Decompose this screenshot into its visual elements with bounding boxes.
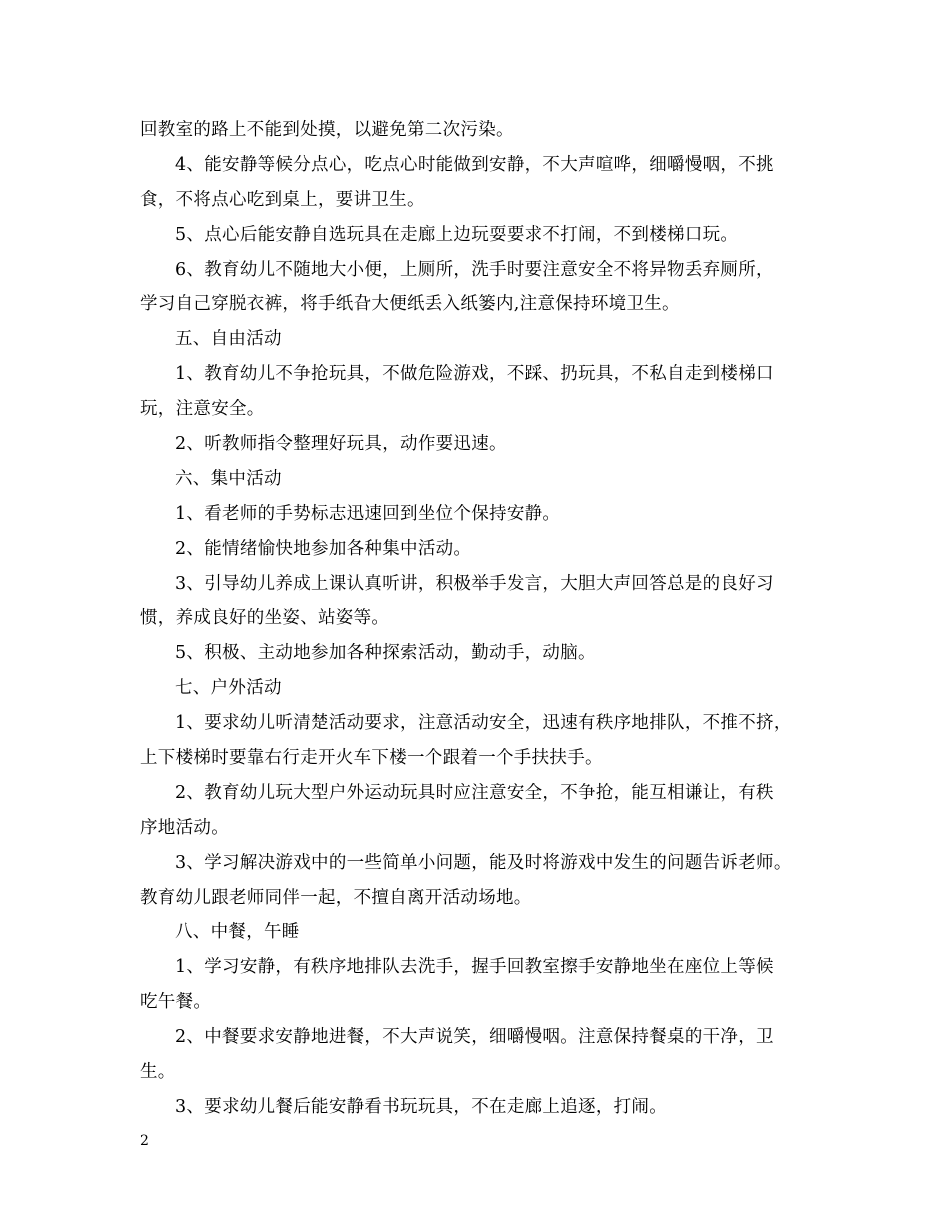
text-line-22: 3、学习解决游戏中的一些简单小问题，能及时将游戏中发生的问题告诉老师。 (175, 852, 792, 873)
text-line-8: 1、教育幼儿不争抢玩具，不做危险游戏，不踩、扔玩具，不私自走到楼梯口 (175, 364, 774, 385)
text-line-16: 5、积极、主动地参加各种探索活动，勤动手，动脑。 (175, 643, 596, 664)
text-line-13: 2、能情绪愉快地参加各种集中活动。 (175, 538, 472, 559)
text-line-1: 回教室的路上不能到处摸，以避免第二次污染。 (140, 120, 514, 140)
text-line-9: 玩，注意安全。 (140, 399, 265, 420)
text-line-26: 吃午餐。 (140, 992, 212, 1013)
section-heading-group-activity: 六、集中活动 (175, 468, 282, 489)
text-line-19: 上下楼梯时要靠右行走开火车下楼一个跟着一个手扶扶手。 (140, 748, 603, 769)
text-line-6: 学习自己穿脱衣裤，将手纸旮大便纸丢入纸篓内,注意保持环境卫生。 (140, 294, 680, 315)
text-line-4: 5、点心后能安静自选玩具在走廊上边玩耍要求不打闹，不到楼梯口玩。 (175, 224, 739, 245)
text-line-14: 3、引导幼儿养成上课认真听讲，积极举手发言，大胆大声回答总是的良好习 (175, 573, 774, 594)
page-number: 2 (140, 1133, 149, 1149)
text-line-29: 3、要求幼儿餐后能安静看书玩玩具，不在走廊上追逐，打闹。 (175, 1096, 668, 1117)
text-line-2: 4、能安静等候分点心，吃点心时能做到安静，不大声喧哗，细嚼慢咽，不挑 (175, 154, 774, 175)
text-line-5: 6、教育幼儿不随地大小便，上厕所，洗手时要注意安全不将异物丢弃厕所， (175, 259, 774, 280)
document-body (140, 113, 830, 1125)
text-line-23: 教育幼儿跟老师同伴一起，不擅自离开活动场地。 (140, 887, 532, 908)
text-line-10: 2、听教师指令整理好玩具，动作要迅速。 (175, 434, 507, 455)
text-line-20: 2、教育幼儿玩大型户外运动玩具时应注意安全，不争抢，能互相谦让，有秩 (175, 782, 774, 803)
text-line-27: 2、中餐要求安静地进餐，不大声说笑，细嚼慢咽。注意保持餐桌的干净，卫 (175, 1027, 774, 1048)
text-line-15: 惯，养成良好的坐姿、站姿等。 (140, 608, 390, 629)
text-line-25: 1、学习安静，有秩序地排队去洗手，握手回教室擦手安静地坐在座位上等候 (175, 957, 774, 978)
text-line-3: 食，不将点心吃到桌上，要讲卫生。 (140, 189, 425, 210)
text-line-28: 生。 (140, 1062, 176, 1083)
section-heading-lunch-nap: 八、中餐，午睡 (175, 922, 300, 943)
section-heading-free-activity: 五、自由活动 (175, 329, 282, 350)
text-line-18: 1、要求幼儿听清楚活动要求，注意活动安全，迅速有秩序地排队，不推不挤， (175, 713, 792, 734)
text-line-12: 1、看老师的手势标志迅速回到坐位个保持安静。 (175, 503, 561, 524)
text-line-21: 序地活动。 (140, 817, 229, 838)
section-heading-outdoor-activity: 七、户外活动 (175, 678, 282, 699)
